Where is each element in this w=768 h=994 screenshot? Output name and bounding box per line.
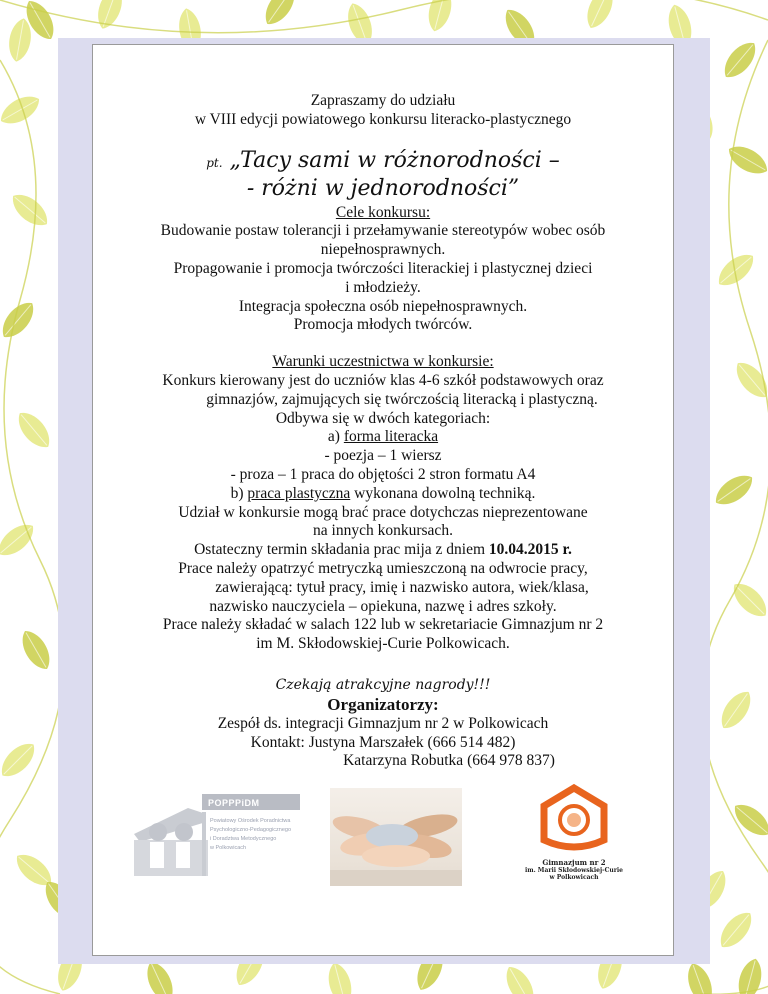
leaf-icon xyxy=(715,686,757,734)
goals-heading: Cele konkursu: xyxy=(335,203,431,221)
popppidm-text: Powiatowy Ośrodek Poradnictwa xyxy=(210,818,291,824)
leaf-icon xyxy=(424,0,456,34)
contest-title-line-1 xyxy=(92,148,674,176)
gimnazjum-emblem-icon xyxy=(508,782,640,854)
leaf-icon xyxy=(16,626,56,675)
category-b-label: praca plastyczna xyxy=(247,484,351,502)
category-a-prefix: a) xyxy=(327,428,344,446)
deadline-prefix: Ostateczny termin składania prac mija z dniem xyxy=(194,541,489,559)
organizers-heading: Organizatorzy: xyxy=(327,694,439,714)
popppidm-text: i Doradztwa Metodycznego xyxy=(210,836,277,842)
category-b-suffix: wykonana dowolną techniką. xyxy=(350,484,536,502)
leaf-icon xyxy=(718,36,762,83)
deadline-line xyxy=(92,541,674,560)
contest-title-line-2: - różni w jednorodności” xyxy=(246,175,520,201)
invite-line-2: w VIII edycji powiatowego konkursu literacko-plastycznego xyxy=(194,110,572,128)
deadline-date: 10.04.2015 r. xyxy=(488,541,572,559)
conditions-heading: Warunki uczestnictwa w konkursie: xyxy=(272,353,494,371)
invitation-text xyxy=(92,92,674,771)
school-name-2: im. Marii Skłodowskiej-Curie xyxy=(525,867,623,874)
condition-line: na innych konkursach. xyxy=(313,522,453,540)
condition-line: Odbywa się w dwóch kategoriach: xyxy=(275,409,491,427)
stacked-hands-photo xyxy=(330,788,462,886)
leaf-icon xyxy=(93,0,128,32)
title-prefix: pt. xyxy=(206,155,223,170)
leaf-icon xyxy=(710,469,758,511)
leaf-icon xyxy=(730,356,768,403)
category-a-label: forma literacka xyxy=(343,428,439,446)
leaf-icon xyxy=(12,406,56,453)
condition-line: gimnazjów, zajmujących się twórczością literacką i plastyczną. xyxy=(206,390,598,408)
leaf-icon xyxy=(0,518,40,562)
condition-line: Prace należy opatrzyć metryczką umieszczoną na odwrocie pracy, xyxy=(178,559,588,577)
leaf-icon xyxy=(500,962,540,994)
popppidm-text: w Polkowicach xyxy=(210,845,247,851)
school-name-3: w Polkowicach xyxy=(549,874,599,881)
goal-line: Budowanie postaw tolerancji i przełamywanie stereotypów wobec osób xyxy=(160,222,606,240)
popppidm-logo xyxy=(128,794,304,880)
condition-line: Prace należy składać w salach 122 lub w sekretariacie Gimnazjum nr 2 xyxy=(162,616,604,634)
contact-line-2: Katarzyna Robutka (664 978 837) xyxy=(343,752,555,770)
leaf-icon xyxy=(727,577,768,623)
goal-line: i młodzieży. xyxy=(345,278,421,296)
condition-line: Konkurs kierowany jest do uczniów klas 4-6 szkół podstawowych oraz xyxy=(162,371,604,389)
category-a xyxy=(92,428,674,447)
popppidm-text: Psychologiczno-Pedagogicznego xyxy=(210,827,292,833)
goal-line: niepełnosprawnych. xyxy=(320,241,446,259)
condition-line: Udział w konkursie mogą brać prace dotychczas nieprezentowane xyxy=(178,503,588,521)
condition-line: zawierającą: tytuł pracy, imię i nazwisko autora, wiek/klasa, xyxy=(215,578,589,596)
organizers-team: Zespół ds. integracji Gimnazjum nr 2 w Polkowicach xyxy=(217,714,549,732)
vine-stem xyxy=(700,40,768,994)
leaf-icon xyxy=(324,960,356,994)
leaf-icon xyxy=(683,960,718,994)
popppidm-title: POPPPiDM xyxy=(208,798,260,808)
condition-line: nazwisko nauczyciela – opiekuna, nazwę i adres szkoły. xyxy=(209,597,557,615)
leaf-icon xyxy=(259,0,301,30)
goal-line: Promocja młodych twórców. xyxy=(293,316,473,334)
leaf-icon xyxy=(0,296,40,343)
prose-line: - proza – 1 praca do objętości 2 stron formatu A4 xyxy=(230,465,536,483)
category-b-prefix: b) xyxy=(230,484,248,502)
category-b xyxy=(92,485,674,504)
contact-line-1: Kontakt: Justyna Marszałek (666 514 482) xyxy=(250,733,516,751)
goal-line: Propagowanie i promocja twórczości literackiej i plastycznej dzieci xyxy=(173,259,593,277)
poetry-line: - poezja – 1 wiersz xyxy=(324,447,442,465)
gimnazjum-logo xyxy=(508,782,640,882)
prizes-note: Czekają atrakcyjne nagrody!!! xyxy=(275,676,491,693)
title-text-1: „Tacy sami w różnorodności – xyxy=(229,147,560,173)
school-name-1: Gimnazjum nr 2 xyxy=(542,858,606,867)
leaf-icon xyxy=(6,188,53,232)
leaf-icon xyxy=(714,906,758,953)
invite-line-1: Zapraszamy do udziału xyxy=(310,92,456,109)
leaf-icon xyxy=(712,248,759,292)
goal-line: Integracja społeczna osób niepełnosprawnych. xyxy=(238,297,528,315)
leaf-icon xyxy=(6,17,34,64)
condition-line: im M. Skłodowskiej-Curie Polkowicach. xyxy=(256,635,510,653)
leaf-icon xyxy=(581,0,619,32)
logos-row xyxy=(120,782,640,892)
